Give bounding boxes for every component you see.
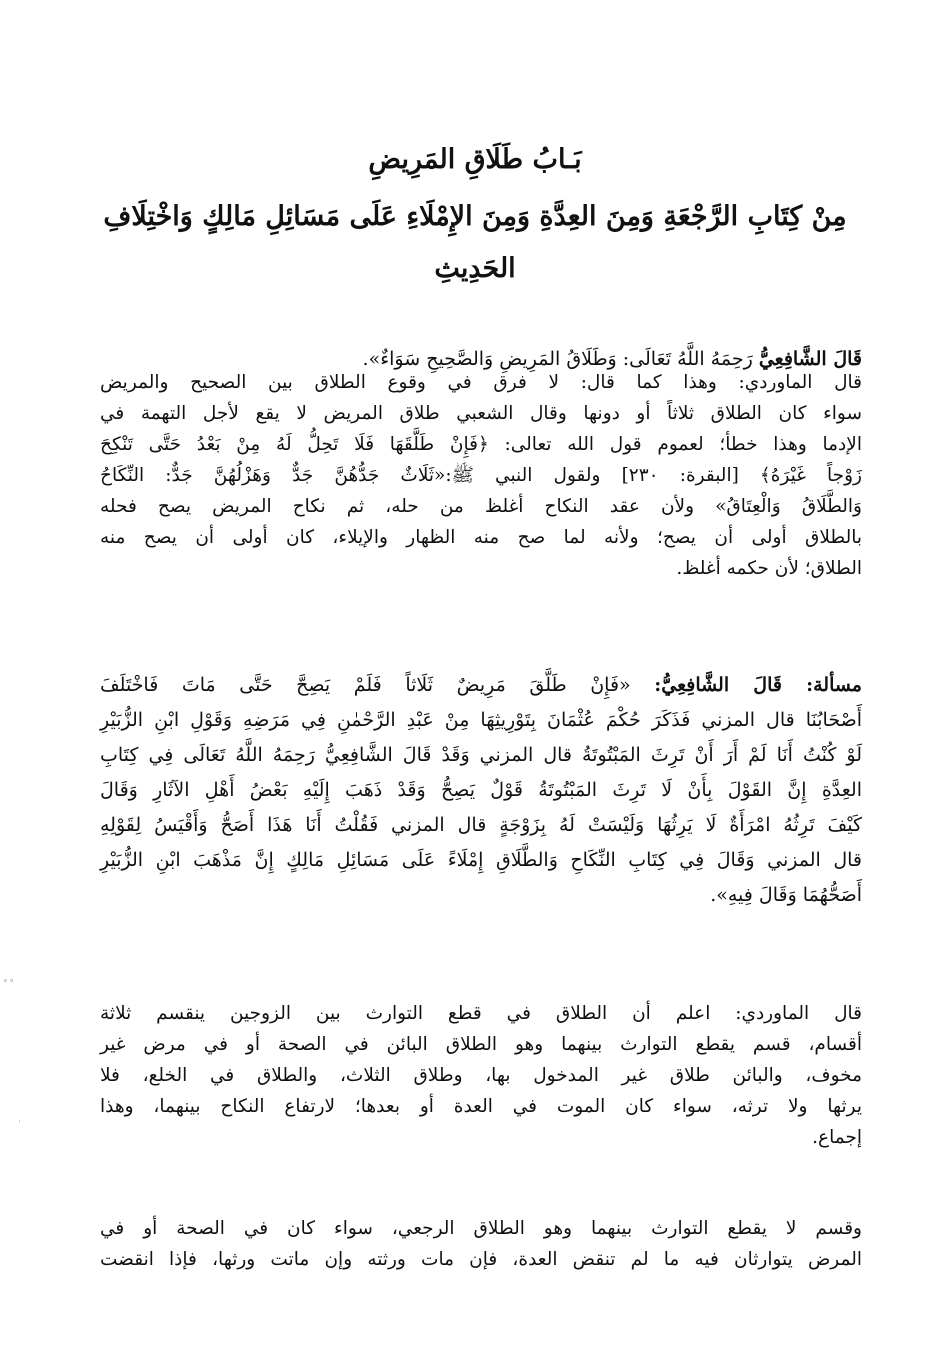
quote-speaker: قَالَ الشَّافِعِيُّ: xyxy=(654,674,782,696)
text-line: المرض يتوارثان فيه ما لم تنقض العدة، فإن مات ورثته وإن ماتت ورثها، فإذا انقضت xyxy=(100,1249,862,1270)
text-line: قال الماوردي: اعلم أن الطلاق في قطع التوارث بين الزوجين ينقسم ثلاثة xyxy=(100,1003,862,1024)
text-line: وقسم لا يقطع التوارث بينهما وهو الطلاق الرجعي، سواء كان في الصحة أو في xyxy=(100,1218,862,1239)
text-line: الطلاق؛ لأن حكمه أغلظ. xyxy=(676,558,862,579)
text-line: يرثها ولا ترثه، سواء كان الموت في العدة أو بعدها؛ لارتفاع النكاح بينهما، وهذا xyxy=(100,1096,862,1117)
text-line: زَوْجاً غَيْرَهُ﴾ [البقرة: ٢٣٠] ولقول النبي ﷺ:«ثَلَاثٌ جَدُّهُنَّ جَدٌّ وَهَزْلُهُنَّ جَدٌّ: النِّكَاحُ xyxy=(100,465,862,486)
quote-line: كَيْفَ تَرِثُهُ امْرَأَةٌ لَا يَرِثُهَا وَلَيْسَتْ لَهُ بِزَوْجَةٍ قال المزني فَقُلْتُ أَنَا هَذَا أَصَحُّ وَأَقْيَسُ لِقَوْلِهِ xyxy=(100,814,862,836)
text-line: قال الماوردي: وهذا كما قال: لا فرق في وقوع الطلاق بين الصحيح والمريض xyxy=(100,372,862,393)
quote-text: «فَإِنْ طَلَّقَ مَرِيضٌ ثَلَاثاً فَلَمْ يَصِحَّ حَتَّى مَاتَ فَاخْتَلَفَ xyxy=(100,674,631,696)
chapter-subtitle-line-1: مِنْ كِتَابِ الرَّجْعَةِ وَمِنَ العِدَّةِ وَمِنَ الإِمْلَاءِ عَلَى مَسَائِلِ مَالِكٍ وَاخْتِلَافِ xyxy=(103,201,847,232)
chapter-title: بَـابُ طَلَاقِ المَرِيضِ xyxy=(368,144,582,175)
text-line: الإدما وهذا خطأ؛ لعموم قول الله تعالى: ﴿فَإِنْ طَلَّقَهَا فَلَا تَحِلُّ لَهُ مِنْ بَعْدُ حَتَّى تَنْكِحَ xyxy=(100,434,862,455)
scan-speck: ˈ xyxy=(18,1120,21,1131)
quote-speaker: قَالَ الشَّافِعِيُّ xyxy=(758,348,862,370)
text-line: سواء كان الطلاق ثلاثاً أو دونها وقال الشعبي طلاق المريض لا يقع لأجل التهمة في xyxy=(100,403,862,424)
masala-shafii-quote xyxy=(100,668,862,913)
quote-text: رَحِمَهُ اللَّهُ تَعَالَى: وَطَلَاقُ المَرِيضِ وَالصَّحِيحِ سَوَاءٌ». xyxy=(362,348,759,370)
text-line: وَالطَّلَاقُ وَالْعِتَاقُ» ولأن عقد النكاح أغلظ من حله، ثم نكاح المريض يصح فحله xyxy=(100,496,862,517)
quote-line xyxy=(100,668,862,703)
chapter-subtitle-line-2: الحَدِيثِ xyxy=(434,253,516,284)
mawardi-commentary-3 xyxy=(100,1213,862,1275)
text-line: مخوف، والبائن طلاق غير المدخول بها، وطلاق الثلاث، والطلاق في الخلع، فلا xyxy=(100,1065,862,1086)
scan-speck: ﹾ ﹾ xyxy=(4,980,14,991)
quote-line: لَوْ كُنْتُ أَنَا لَمْ أَرَ أَنْ تَرِثَ المَبْتُوتَةُ قال المزني وَقَدْ قَالَ الشَّافِعِيُّ رَحِمَهُ اللَّهُ تَعَالَى فِي كِتَابِ xyxy=(100,744,862,766)
quote-line: أَصْحَابُنَا قال المزني فَذَكَرَ حُكْمَ عُثْمَانَ بِتَوْرِيثِهَا مِنْ عَبْدِ الرَّحْمٰنِ فِي مَرَضِهِ وَقَوْلِ ابْنِ الزُّبَيْرِ xyxy=(100,709,862,731)
mawardi-commentary-1 xyxy=(100,367,862,584)
quote-line: العِدَّةِ إِنَّ القَوْلَ بِأَنْ لَا تَرِثَ المَبْتُوتَةُ قَوْلٌ يَصِحُّ وَقَدْ ذَهَبَ إِلَيْهِ بَعْضُ أَهْلِ الآثَارِ وَقَالَ xyxy=(100,779,862,801)
masala-label: مسألة: xyxy=(781,674,862,696)
quote-line: أَصَحُّهُمَا وَقَالَ فِيهِ». xyxy=(710,884,862,906)
text-line: بالطلاق أولى أن يصح؛ ولأنه لما صح منه الظهار والإيلاء، كان أولى أن يصح منه xyxy=(100,527,862,548)
quote-line: قال المزني وَقَالَ فِي كِتَابِ النِّكَاحِ وَالطَّلَاقِ إِمْلَاءً عَلَى مَسَائِلِ مَالِكٍ إِنَّ مَذْهَبَ ابْنِ الزُّبَيْرِ xyxy=(100,849,862,871)
text-line: إجماع. xyxy=(812,1127,862,1148)
mawardi-commentary-2 xyxy=(100,998,862,1153)
text-line: أقسام، قسم يقطع التوارث بينهما وهو الطلاق البائن في الصحة أو في مرض غير xyxy=(100,1034,862,1055)
